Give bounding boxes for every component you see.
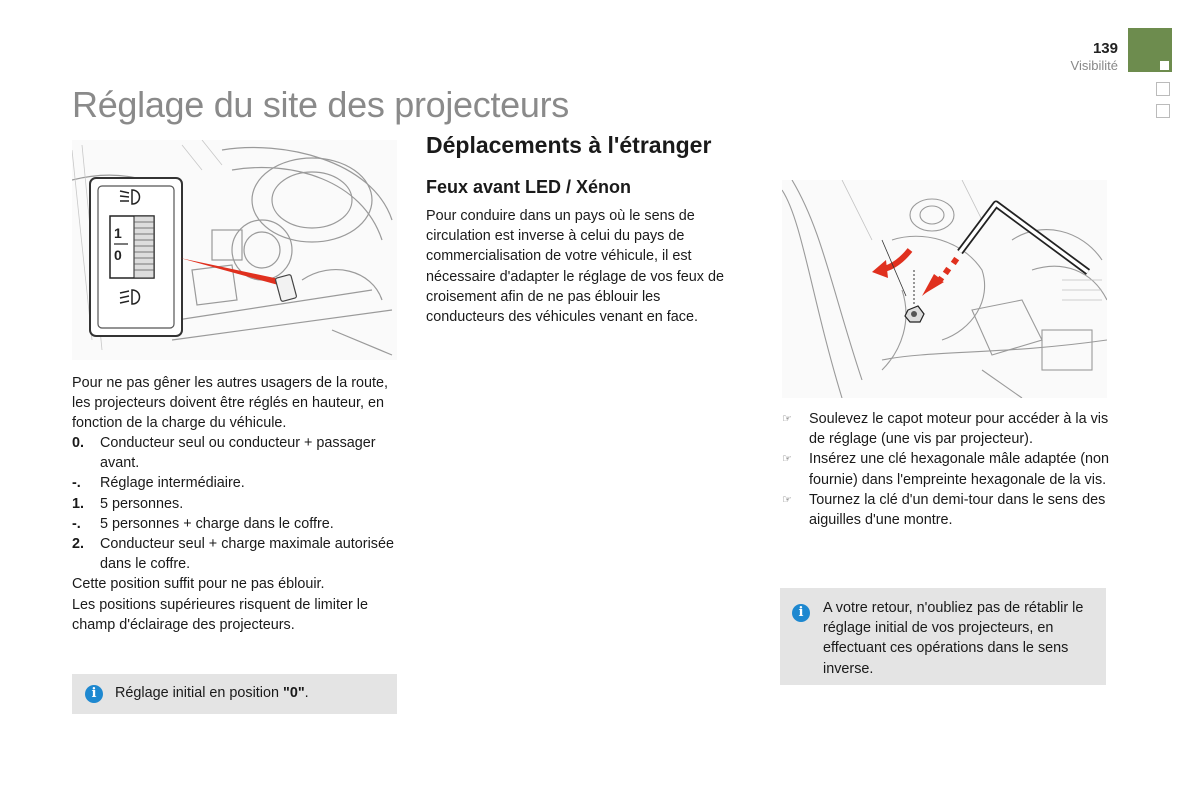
initial-position-value: "0" bbox=[283, 685, 305, 701]
section-name: Visibilité bbox=[1070, 58, 1118, 73]
subsection-heading: Feux avant LED / Xénon bbox=[426, 177, 632, 197]
list-item bbox=[72, 534, 402, 574]
dial-label-1: 1 bbox=[114, 225, 122, 241]
list-item bbox=[782, 409, 1112, 449]
position-text: 5 personnes + charge dans le coffre. bbox=[100, 515, 334, 532]
position-number: -. bbox=[72, 475, 81, 492]
chapter-tab-outline bbox=[1156, 104, 1170, 118]
info-text: A votre retour, n'oubliez pas de rétablir le réglage initial de vos projecteurs, en effectuant ces opérations dans le sens inverse. bbox=[823, 600, 1084, 677]
list-item bbox=[72, 494, 402, 514]
step-text: Tournez la clé d'un demi-tour dans le sens des aiguilles d'une montre. bbox=[809, 491, 1106, 529]
position-text: Conducteur seul + charge maximale autorisée dans le coffre. bbox=[100, 536, 394, 573]
chapter-tab-outline bbox=[1156, 82, 1170, 96]
list-item bbox=[72, 433, 402, 473]
intro-paragraph: Pour ne pas gêner les autres usagers de la route, les projecteurs doivent être réglés en hauteur, en fonction de la charge du véhicule. bbox=[72, 375, 388, 432]
page-number: 139 bbox=[1092, 40, 1118, 57]
engine-bay-illustration bbox=[782, 180, 1107, 398]
pointing-hand-icon: ☞ bbox=[782, 413, 792, 425]
step-text: Soulevez le capot moteur pour accéder à la vis de réglage (une vis par projecteur). bbox=[809, 411, 1109, 448]
info-icon: i bbox=[792, 604, 810, 622]
list-item bbox=[72, 514, 402, 534]
adjustment-steps-list bbox=[782, 409, 1112, 530]
note-sufficient: Cette position suffit pour ne pas éblouir. bbox=[72, 576, 325, 592]
position-text: Réglage intermédiaire. bbox=[100, 475, 245, 492]
note-higher-positions: Les positions supérieures risquent de limiter le champ d'éclairage des projecteurs. bbox=[72, 597, 368, 634]
position-number: -. bbox=[72, 515, 81, 532]
info-box-initial-setting bbox=[72, 674, 397, 714]
pointing-hand-icon: ☞ bbox=[782, 493, 792, 506]
position-number: 0. bbox=[72, 435, 85, 451]
position-number: 2. bbox=[72, 536, 85, 553]
step-text: Insérez une clé hexagonale mâle adaptée (non fournie) dans l'empreinte hexagonale de la vis. bbox=[809, 451, 1110, 488]
info-text: Réglage initial en position "0". bbox=[115, 685, 309, 701]
abroad-paragraph: Pour conduire dans un pays où le sens de circulation est inverse à celui du pays de commercialisation de votre véhicule, il est nécessaire d'adapter le réglage de vos feux de croisement afin de ne pas éblouir les conducteurs des véhicules venant en face. bbox=[426, 208, 724, 326]
info-icon: i bbox=[85, 685, 103, 703]
position-text: 5 personnes. bbox=[100, 495, 184, 512]
dashboard-dial-illustration bbox=[72, 140, 397, 360]
list-item bbox=[782, 490, 1112, 530]
position-text: Conducteur seul ou conducteur + passager avant. bbox=[100, 435, 376, 472]
dial-label-0: 0 bbox=[114, 247, 122, 263]
chapter-tab-marker bbox=[1160, 61, 1169, 70]
page-title: Réglage du site des projecteurs bbox=[72, 84, 570, 125]
list-item bbox=[782, 449, 1112, 489]
info-box-return bbox=[780, 588, 1106, 685]
pointing-hand-icon: ☞ bbox=[782, 453, 792, 466]
position-number: 1. bbox=[72, 495, 85, 512]
list-item bbox=[72, 473, 402, 493]
section-heading: Déplacements à l'étranger bbox=[426, 132, 712, 158]
load-positions-list bbox=[72, 433, 402, 574]
